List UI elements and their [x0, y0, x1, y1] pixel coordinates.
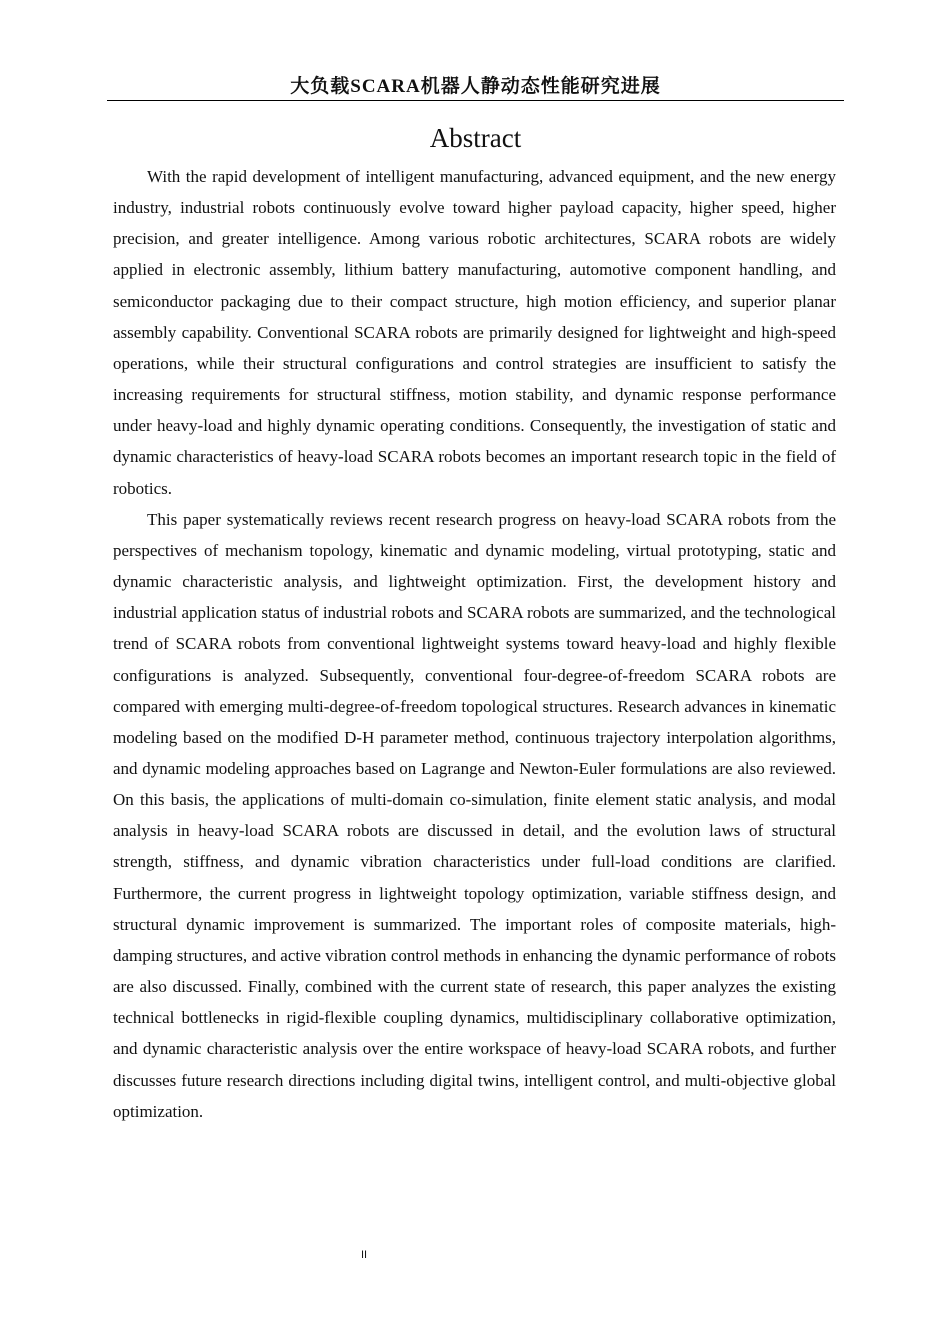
abstract-body: [113, 161, 836, 1127]
abstract-paragraph-1: With the rapid development of intelligent manufacturing, advanced equipment, and the new energy industry, industrial robots continuously evolve toward higher payload capacity, higher speed, higher precision, and greater intelligence. Among various robotic architectures, SCARA robots are widely applied in electronic assembly, lithium battery manufacturing, automotive component handling, and semiconductor packaging due to their compact structure, high motion efficiency, and superior planar assembly capability. Conventional SCARA robots are primarily designed for lightweight and high-speed operations, while their structural configurations and control strategies are insufficient to satisfy the increasing requirements for structural stiffness, motion stability, and dynamic response performance under heavy-load and highly dynamic operating conditions. Consequently, the investigation of static and dynamic characteristics of heavy-load SCARA robots becomes an important research topic in the field of robotics.: [113, 167, 836, 498]
abstract-paragraph-2: This paper systematically reviews recent research progress on heavy-load SCARA robots from the perspectives of mechanism topology, kinematic and dynamic modeling, virtual prototyping, static and dynamic characteristic analysis, and lightweight optimization. First, the development history and industrial application status of industrial robots and SCARA robots are summarized, and the technological trend of SCARA robots from conventional lightweight systems toward heavy-load and highly flexible configurations is analyzed. Subsequently, conventional four-degree-of-freedom SCARA robots are compared with emerging multi-degree-of-freedom topological structures. Research advances in kinematic modeling based on the modified D-H parameter method, continuous trajectory interpolation algorithms, and dynamic modeling approaches based on Lagrange and Newton-Euler formulations are also reviewed. On this basis, the applications of multi-domain co-simulation, finite element static analysis, and modal analysis in heavy-load SCARA robots are discussed in detail, and the evolution laws of structural strength, stiffness, and dynamic vibration characteristics under full-load conditions are clarified. Furthermore, the current progress in lightweight topology optimization, variable stiffness design, and structural dynamic improvement is summarized. The important roles of composite materials, high-damping structures, and active vibration control methods in enhancing the dynamic performance of robots are also discussed. Finally, combined with the current state of research, this paper analyzes the existing technical bottlenecks in rigid-flexible coupling dynamics, multidisciplinary collaborative optimization, and dynamic characteristic analysis over the entire workspace of heavy-load SCARA robots, and further discusses future research directions including digital twins, intelligent control, and multi-objective global optimization.: [113, 509, 836, 1121]
running-header: 大负载SCARA机器人静动态性能研究进展: [290, 76, 661, 97]
header-divider: [107, 100, 844, 101]
page-number: II: [360, 1249, 368, 1261]
abstract-title: Abstract: [429, 123, 522, 153]
